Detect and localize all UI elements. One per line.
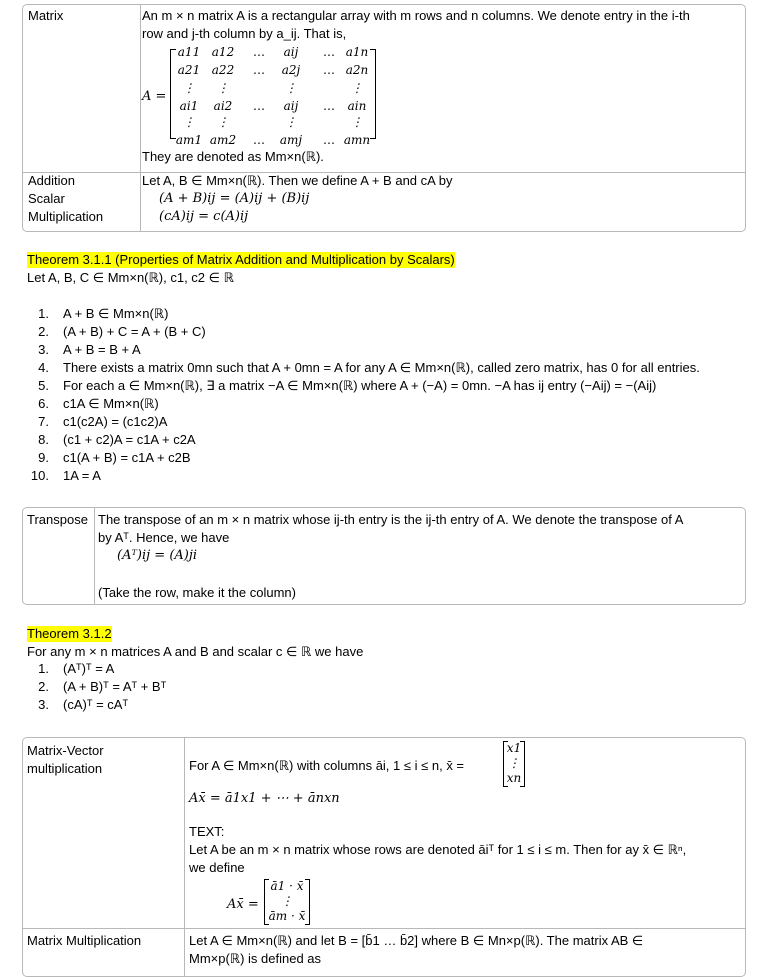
list-item-number: 10. [30, 468, 49, 483]
theorem-3-1-1-intro: Let A, B, C ∈ Mm×n(ℝ), c1, c2 ∈ ℝ [27, 270, 234, 285]
matrix-entry: ⋮ [217, 81, 229, 95]
theorem-3-1-2-list [27, 661, 747, 717]
matrix-vector-line1: For A ∈ Mm×n(ℝ) with columns āi, 1 ≤ i ≤ n, x̄ = [189, 758, 465, 773]
text-line2: we define [189, 860, 245, 875]
matrix-entries [173, 43, 373, 147]
table-divider [23, 928, 745, 929]
theorem-3-1-1-list [27, 306, 747, 486]
list-item-number: 1. [38, 306, 49, 321]
text-label: TEXT: [189, 824, 225, 839]
list-item-number: 8. [38, 432, 49, 447]
vector-entry: ām · x̄ [268, 909, 306, 923]
multiplication-label: Multiplication [28, 209, 104, 224]
matrix-entry: … [323, 45, 335, 59]
matrix-entry: … [253, 63, 265, 77]
matrix-multiplication-label: Matrix Multiplication [27, 933, 142, 948]
table-divider [140, 5, 141, 231]
list-item: 1A = A [63, 468, 101, 483]
matrix-definition-line2: row and j-th column by a_ij. That is, [142, 26, 347, 41]
vector-entry: ⋮ [281, 894, 293, 908]
list-item-number: 5. [38, 378, 49, 393]
row-product-entries [266, 878, 308, 926]
matrix-entry: am2 [209, 133, 237, 147]
table-divider [184, 738, 185, 976]
list-item-number: 2. [38, 679, 49, 694]
matrix-entry: a1n [345, 45, 369, 59]
vector-entry: xn [506, 771, 522, 785]
list-item: c1(c2A) = (c1c2)A [63, 414, 168, 429]
matrix-entry: ai1 [179, 99, 199, 113]
list-item-number: 9. [38, 450, 49, 465]
scalar-equation: (cA)ij = c(A)ij [159, 209, 249, 224]
list-item-number: 1. [38, 661, 49, 676]
matrix-entry: a11 [177, 45, 201, 59]
list-item: (c1 + c2)A = c1A + c2A [63, 432, 196, 447]
matrix-definition-line1: An m × n matrix A is a rectangular array with m rows and n columns. We denote entry in the i-th [142, 8, 690, 23]
theorem-3-1-2-intro: For any m × n matrices A and B and scalar c ∈ ℝ we have [27, 644, 364, 659]
matrix-entry: a12 [211, 45, 235, 59]
matrix-vector-label-line2: multiplication [27, 761, 103, 776]
list-item: For each a ∈ Mm×n(ℝ), ∃ a matrix −A ∈ Mm×n(ℝ) where A + (−A) = 0mn. −A has ij entry (−Aij) = −(Aij) [63, 378, 657, 393]
list-item-number: 3. [38, 342, 49, 357]
definition-table-multiplication [22, 737, 746, 977]
addition-label: Addition [28, 173, 75, 188]
matrix-entry: amn [343, 133, 371, 147]
matrix-entry: … [253, 133, 265, 147]
list-item-number: 2. [38, 324, 49, 339]
matrix-multiplication-line1: Let A ∈ Mm×n(ℝ) and let B = [b̄1 … b̄2] where B ∈ Mn×p(ℝ). The matrix AB ∈ [189, 933, 644, 948]
vector-entry: ā1 · x̄ [270, 879, 304, 893]
list-item: c1(A + B) = c1A + c2B [63, 450, 191, 465]
scalar-label: Scalar [28, 191, 65, 206]
vector-entry: ⋮ [508, 756, 520, 770]
table-divider [94, 508, 95, 604]
matrix-entry: … [323, 133, 335, 147]
matrix-lhs: A = [142, 89, 167, 104]
transpose-label: Transpose [27, 512, 88, 527]
definition-table-matrix [22, 4, 746, 232]
matrix-entry: ⋮ [351, 115, 363, 129]
list-item: A + B = B + A [63, 342, 141, 357]
matrix-denoted: They are denoted as Mm×n(ℝ). [142, 149, 324, 164]
list-item: (Aᵀ)ᵀ = A [63, 661, 115, 676]
theorem-3-1-1-title: Theorem 3.1.1 (Properties of Matrix Addition and Multiplication by Scalars) [27, 252, 455, 267]
matrix-entry: a22 [211, 63, 235, 77]
matrix-entry: a2n [345, 63, 369, 77]
matrix-entry: … [253, 99, 265, 113]
vector-entry: x1 [506, 741, 522, 755]
list-item: (A + B)ᵀ = Aᵀ + Bᵀ [63, 679, 167, 694]
matrix-entry: ⋮ [183, 115, 195, 129]
matrix-entry: am1 [175, 133, 203, 147]
matrix-entry: ⋮ [183, 81, 195, 95]
matrix-entry: a21 [177, 63, 201, 77]
definition-table-transpose [22, 507, 746, 605]
addition-definition: Let A, B ∈ Mm×n(ℝ). Then we define A + B and cA by [142, 173, 453, 188]
matrix-label: Matrix [28, 8, 64, 23]
list-item: c1A ∈ Mm×n(ℝ) [63, 396, 159, 411]
transpose-line1: The transpose of an m × n matrix whose ij-th entry is the ij-th entry of A. We denote the transpose of A [98, 512, 684, 527]
matrix-entry: aij [283, 45, 299, 59]
matrix-entry: ⋮ [217, 115, 229, 129]
matrix-entry: amj [279, 133, 303, 147]
list-item: There exists a matrix 0mn such that A + 0mn = A for any A ∈ Mm×n(ℝ), called zero matrix, has 0 for all entries. [63, 360, 700, 375]
matrix-entry: … [253, 45, 265, 59]
matrix-entry: … [323, 63, 335, 77]
transpose-line2: by Aᵀ. Hence, we have [98, 530, 230, 545]
list-item-number: 6. [38, 396, 49, 411]
matrix-entry: ⋮ [351, 81, 363, 95]
matrix-entry: aij [283, 99, 299, 113]
list-item: (A + B) + C = A + (B + C) [63, 324, 206, 339]
transpose-equation: (Aᵀ)ij = (A)ji [117, 548, 198, 563]
text-line1: Let A be an m × n matrix whose rows are denoted āiᵀ for 1 ≤ i ≤ m. Then for ay x̄ ∈ ℝⁿ, [189, 842, 687, 857]
matrix-entry: a2j [281, 63, 301, 77]
list-item: A + B ∈ Mm×n(ℝ) [63, 306, 169, 321]
transpose-note: (Take the row, make it the column) [98, 585, 296, 600]
matrix-entry: ai2 [213, 99, 233, 113]
vector-x-entries [505, 740, 523, 788]
row-product-lhs: Ax̄ = [227, 897, 259, 912]
addition-equation: (A + B)ij = (A)ij + (B)ij [159, 191, 310, 206]
theorem-3-1-2-title: Theorem 3.1.2 [27, 626, 112, 641]
matrix-entry: ⋮ [285, 115, 297, 129]
matrix-entry: … [323, 99, 335, 113]
list-item-number: 3. [38, 697, 49, 712]
matrix-entry: ain [347, 99, 367, 113]
list-item-number: 4. [38, 360, 49, 375]
list-item-number: 7. [38, 414, 49, 429]
matrix-vector-equation: Ax̄ = ā1x1 + ⋯ + ānxn [189, 791, 340, 806]
matrix-entry: ⋮ [285, 81, 297, 95]
list-item: (cA)ᵀ = cAᵀ [63, 697, 129, 712]
matrix-vector-label-line1: Matrix-Vector [27, 743, 104, 758]
matrix-multiplication-line2: Mm×p(ℝ) is defined as [189, 951, 322, 966]
